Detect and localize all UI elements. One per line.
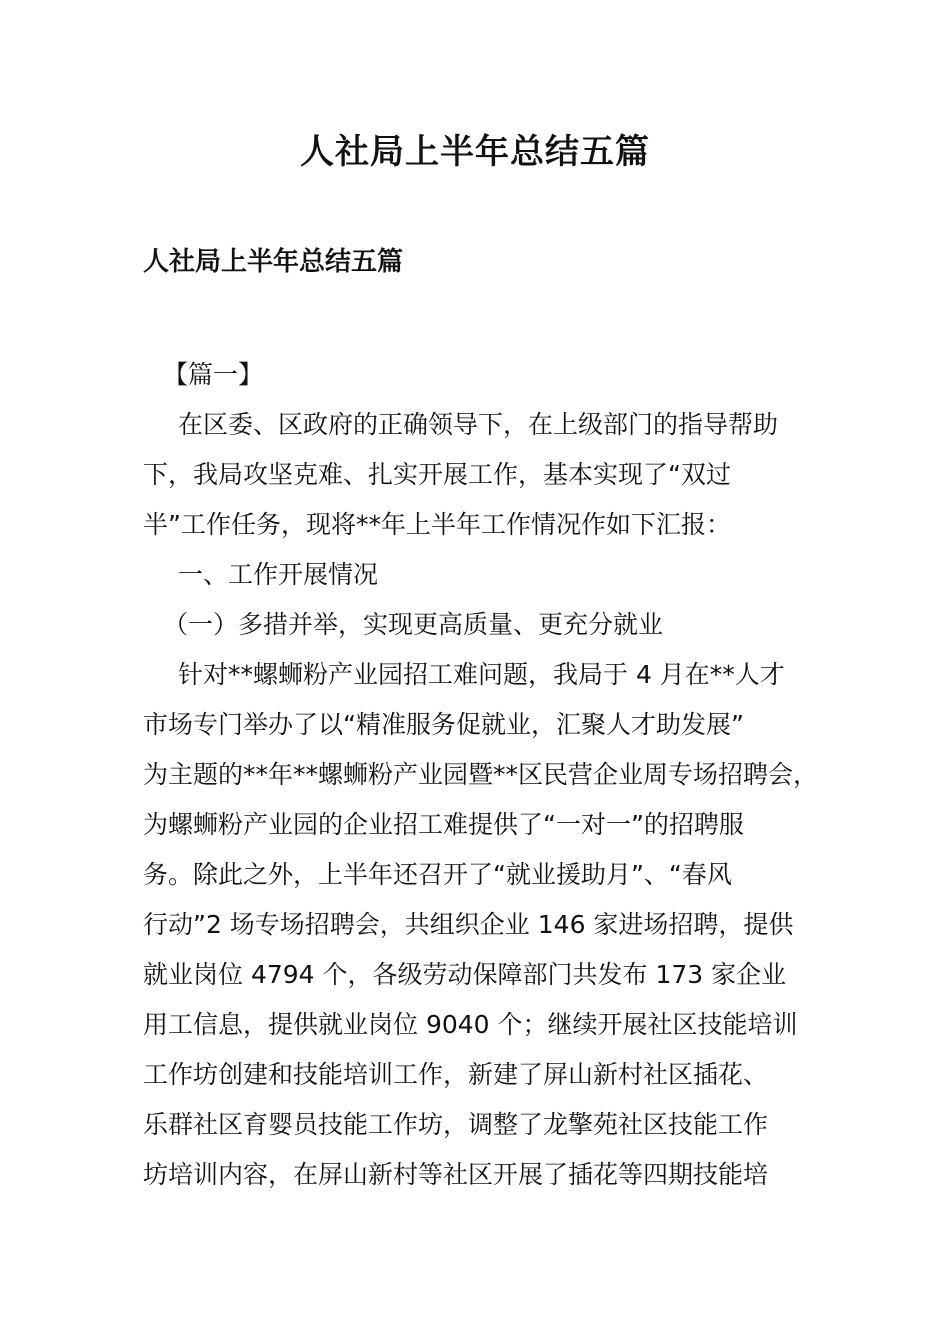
paragraph-line: 坊培训内容，在屏山新村等社区开展了插花等四期技能培 — [143, 1160, 769, 1189]
section-label: 【篇一】 — [163, 360, 264, 389]
section-heading: 一、工作开展情况 — [178, 560, 379, 589]
document-body — [143, 350, 819, 1200]
paragraph-line: 用工信息，提供就业岗位 9040 个；继续开展社区技能培训 — [143, 1010, 798, 1039]
paragraph-line: 市场专门举办了以“精准服务促就业，汇聚人才助发展” — [143, 710, 744, 739]
paragraph-line: 为螺蛳粉产业园的企业招工难提供了“一对一”的招聘服 — [143, 810, 744, 839]
paragraph-line: 工作坊创建和技能培训工作，新建了屏山新村社区插花、 — [143, 1060, 769, 1089]
document-title: 人社局上半年总结五篇 — [300, 132, 650, 172]
paragraph-line: 下，我局攻坚克难、扎实开展工作，基本实现了“双过 — [143, 460, 731, 489]
document-subtitle: 人社局上半年总结五篇 — [143, 247, 404, 277]
paragraph-line: 乐群社区育婴员技能工作坊，调整了龙擎苑社区技能工作 — [143, 1110, 769, 1139]
paragraph-line: 半”工作任务，现将**年上半年工作情况作如下汇报： — [143, 510, 731, 539]
paragraph-line: 务。除此之外，上半年还召开了“就业援助月”、“春风 — [143, 860, 732, 889]
paragraph-line: 针对**螺蛳粉产业园招工难问题，我局于 4 月在**人才 — [178, 660, 785, 689]
subsection-heading: （一）多措并举，实现更高质量、更充分就业 — [163, 610, 664, 639]
paragraph-line: 就业岗位 4794 个，各级劳动保障部门共发布 173 家企业 — [143, 960, 787, 989]
paragraph-line: 行动”2 场专场招聘会，共组织企业 146 家进场招聘，提供 — [143, 910, 794, 939]
paragraph-line: 在区委、区政府的正确领导下，在上级部门的指导帮助 — [178, 410, 779, 439]
paragraph-line: 为主题的**年**螺蛳粉产业园暨**区民营企业周专场招聘会， — [143, 760, 819, 789]
